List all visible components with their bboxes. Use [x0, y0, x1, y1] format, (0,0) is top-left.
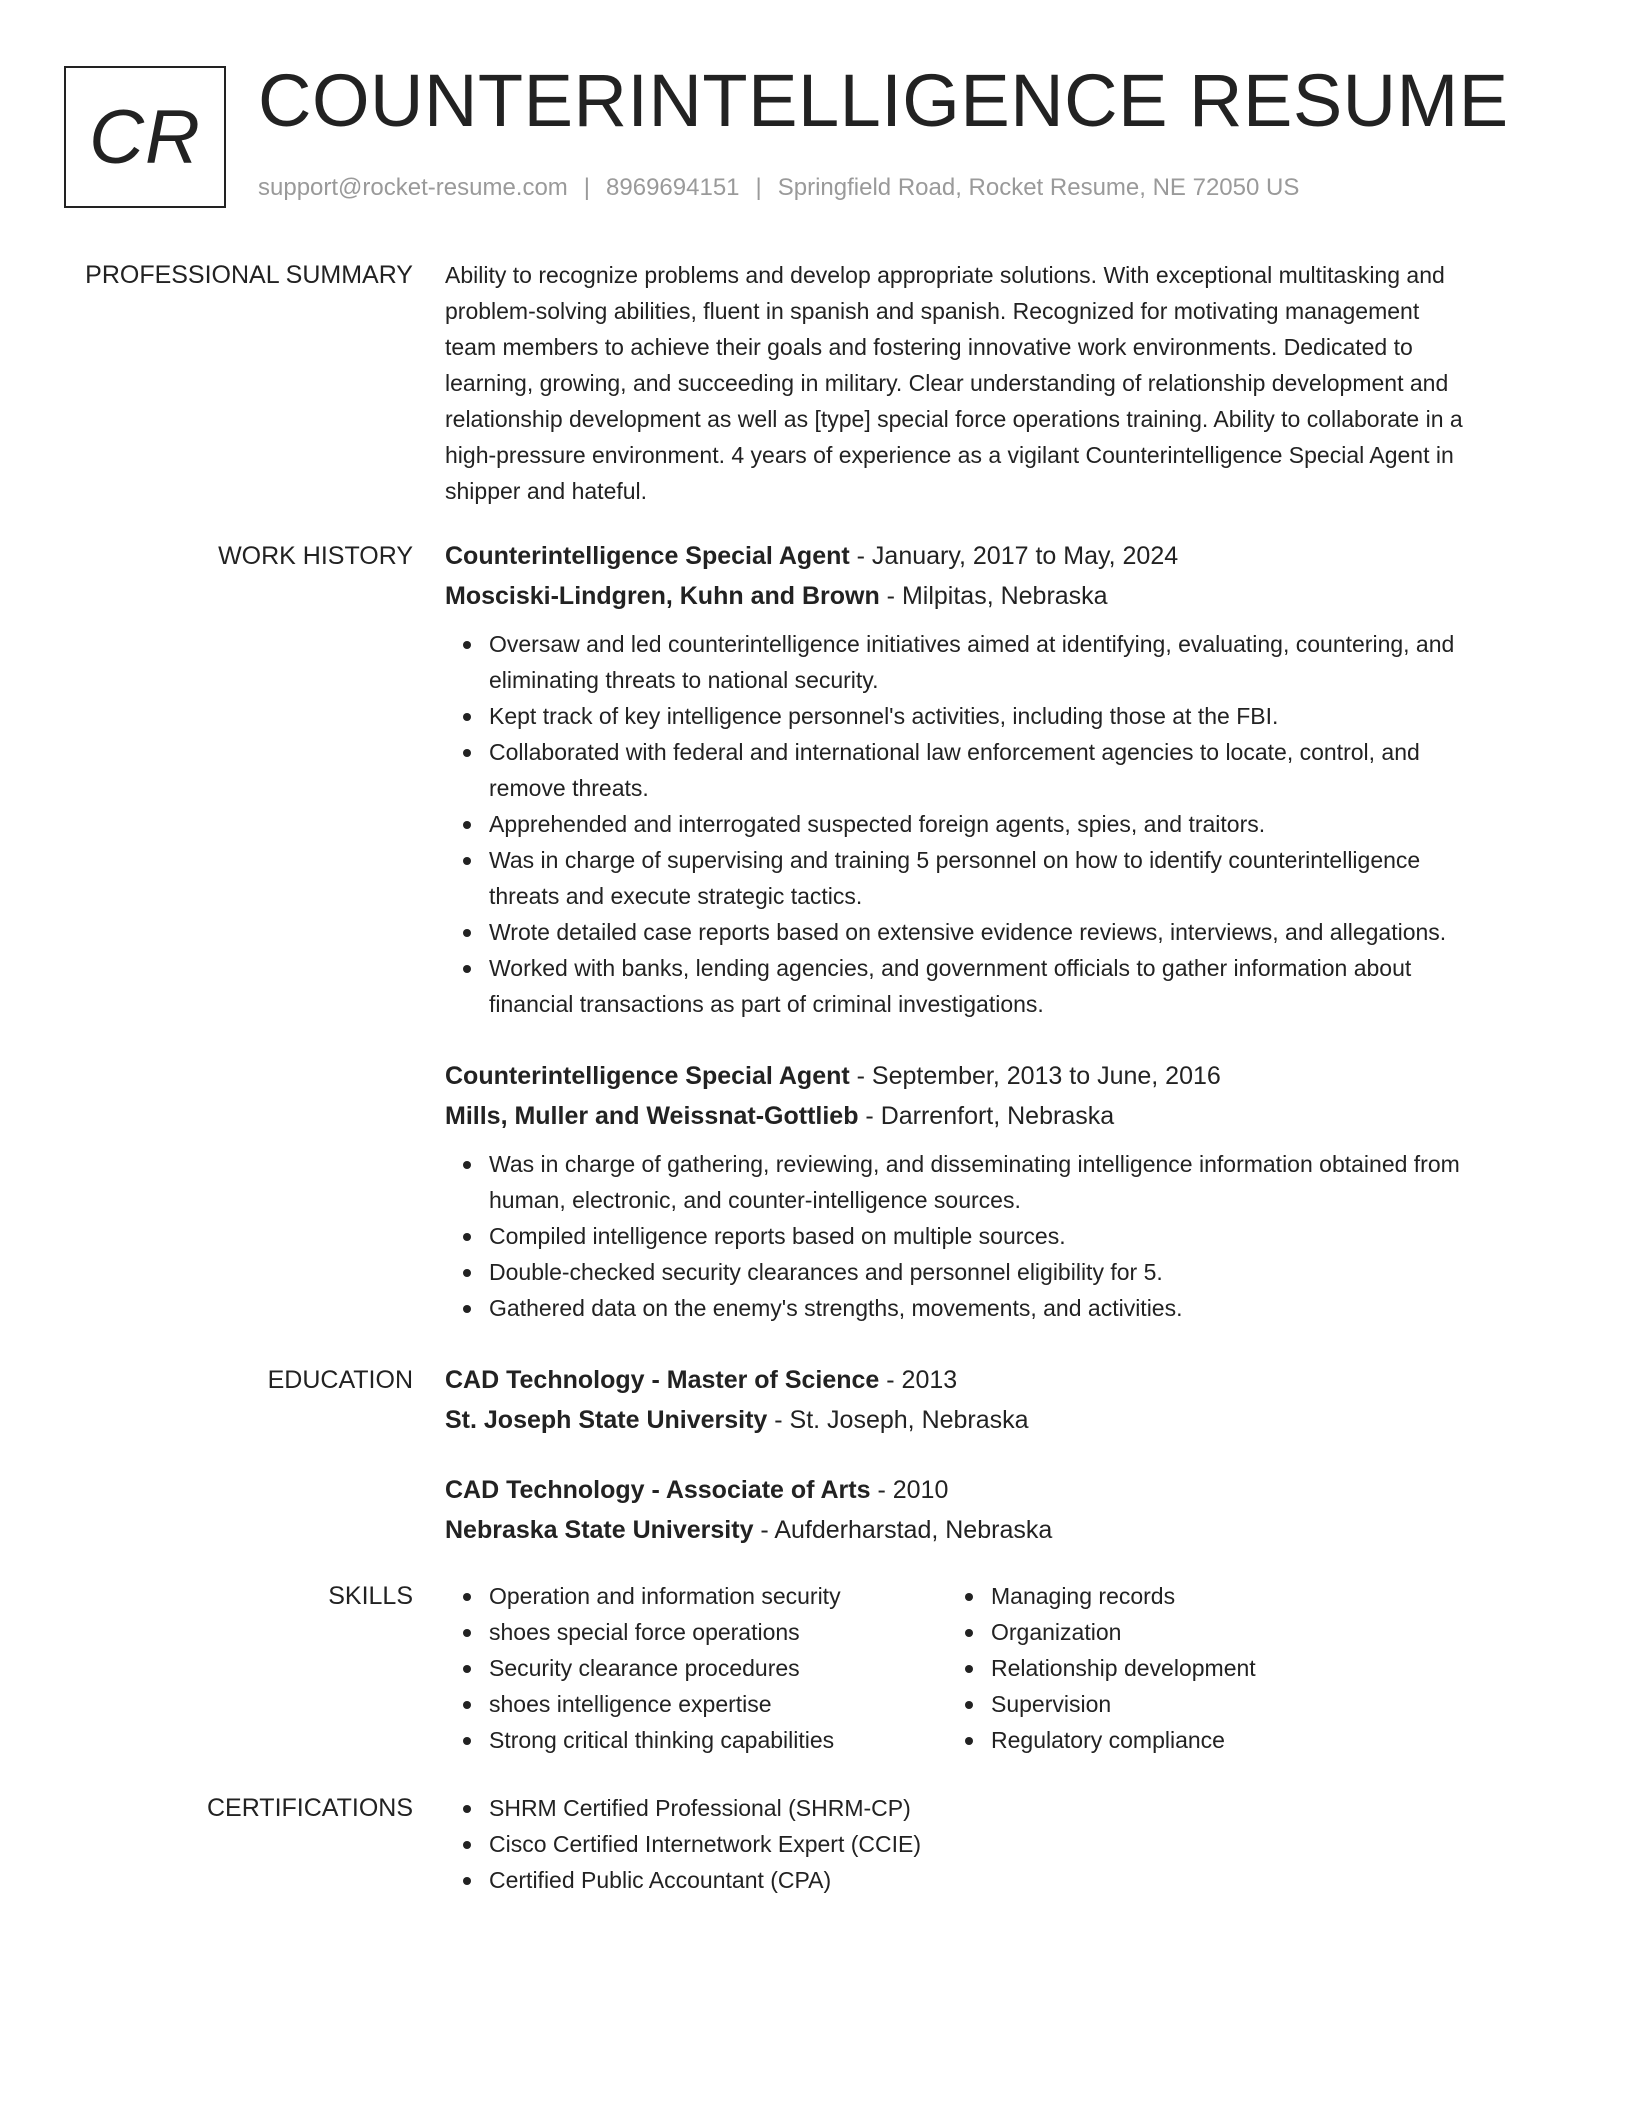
job-entry — [445, 1056, 1555, 1326]
list-item: Operation and information security — [489, 1578, 947, 1614]
list-item — [489, 950, 1555, 1022]
summary-body — [445, 257, 1555, 509]
list-item: Cisco Certified Internetwork Expert (CCIE) — [489, 1826, 1555, 1862]
certifications-body — [445, 1790, 1555, 1898]
job-company-line — [445, 576, 1555, 616]
summary-line: team members to achieve their goals and fostering innovative work environments. Dedicated to — [445, 334, 1413, 360]
education-body — [445, 1360, 1555, 1550]
list-item: shoes intelligence expertise — [489, 1686, 947, 1722]
list-item — [489, 914, 1555, 950]
monogram-initials: CR — [89, 94, 201, 180]
job-company-line — [445, 1096, 1555, 1136]
education-degree: CAD Technology - Associate of Arts — [445, 1476, 871, 1504]
list-item: Strong critical thinking capabilities — [489, 1722, 947, 1758]
list-item-line: financial transactions as part of criminal investigations. — [489, 991, 1044, 1017]
list-item — [489, 1254, 1555, 1290]
list-item-line: Apprehended and interrogated suspected foreign agents, spies, and traitors. — [489, 811, 1266, 837]
summary-line: problem-solving abilities, fluent in spanish and spanish. Recognized for motivating management — [445, 298, 1420, 324]
job-dates: - September, 2013 to June, 2016 — [849, 1062, 1221, 1090]
list-item-line: threats and execute strategic tactics. — [489, 883, 863, 909]
education-degree: CAD Technology - Master of Science — [445, 1366, 880, 1394]
education-year: - 2010 — [870, 1476, 949, 1504]
list-item-line: Was in charge of gathering, reviewing, and disseminating intelligence information obtained from — [489, 1151, 1460, 1177]
summary-line: high-pressure environment. 4 years of experience as a vigilant Counterintelligence Special Agent in — [445, 442, 1454, 468]
contact-separator: | — [583, 174, 591, 201]
list-item-line: eliminating threats to national security. — [489, 667, 879, 693]
list-item: Supervision — [991, 1686, 1447, 1722]
certifications-list — [445, 1790, 1555, 1898]
job-dates: - January, 2017 to May, 2024 — [849, 542, 1179, 570]
summary-text — [445, 257, 1555, 509]
education-school: St. Joseph State University — [445, 1406, 768, 1434]
job-title-line — [445, 1056, 1555, 1096]
job-location: - Milpitas, Nebraska — [879, 582, 1108, 610]
list-item-line: Worked with banks, lending agencies, and government officials to gather information about — [489, 955, 1412, 981]
summary-line: learning, growing, and succeeding in military. Clear understanding of relationship development and — [445, 370, 1449, 396]
contact-phone: 8969694151 — [606, 174, 740, 201]
list-item: Relationship development — [991, 1650, 1447, 1686]
list-item — [489, 806, 1555, 842]
contact-address: Springfield Road, Rocket Resume, NE 72050 US — [777, 174, 1300, 201]
job-company: Mills, Muller and Weissnat-Gottlieb — [445, 1102, 859, 1130]
list-item: shoes special force operations — [489, 1614, 947, 1650]
job-title: Counterintelligence Special Agent — [445, 1062, 850, 1090]
list-item-line: Gathered data on the enemy's strengths, movements, and activities. — [489, 1295, 1183, 1321]
job-title: Counterintelligence Special Agent — [445, 542, 850, 570]
summary-line: shipper and hateful. — [445, 478, 648, 504]
list-item-line: Collaborated with federal and international law enforcement agencies to locate, control, and — [489, 739, 1420, 765]
list-item — [489, 1218, 1555, 1254]
resume-title: COUNTERINTELLIGENCE RESUME — [258, 59, 1509, 142]
work-history-body — [445, 536, 1555, 1326]
education-location: - Aufderharstad, Nebraska — [753, 1516, 1053, 1544]
job-title-line — [445, 536, 1555, 576]
list-item: Certified Public Accountant (CPA) — [489, 1862, 1555, 1898]
education-entry — [445, 1470, 1555, 1550]
summary-line: relationship development as well as [type] special force operations training. Ability to collaborate in a — [445, 406, 1463, 432]
job-company: Mosciski-Lindgren, Kuhn and Brown — [445, 582, 880, 610]
list-item — [489, 842, 1555, 914]
section-label-certifications: CERTIFICATIONS — [206, 1794, 413, 1822]
contact-separator: | — [755, 174, 762, 201]
education-location: - St. Joseph, Nebraska — [767, 1406, 1029, 1434]
job-location: - Darrenfort, Nebraska — [858, 1102, 1115, 1130]
list-item: Regulatory compliance — [991, 1722, 1447, 1758]
list-item: Organization — [991, 1614, 1447, 1650]
education-school-line — [445, 1510, 1555, 1550]
education-school: Nebraska State University — [445, 1516, 754, 1544]
education-year: - 2013 — [879, 1366, 958, 1394]
education-degree-line — [445, 1360, 1555, 1400]
skills-list-left — [445, 1578, 947, 1758]
list-item-line: Kept track of key intelligence personnel's activities, including those at the FBI. — [489, 703, 1279, 729]
list-item — [489, 1146, 1555, 1218]
job-entry — [445, 536, 1555, 1022]
list-item-line: remove threats. — [489, 775, 649, 801]
education-degree-line — [445, 1470, 1555, 1510]
education-entry — [445, 1360, 1555, 1440]
list-item: Security clearance procedures — [489, 1650, 947, 1686]
list-item-line: Compiled intelligence reports based on multiple sources. — [489, 1223, 1066, 1249]
job-duties-list — [445, 626, 1555, 1022]
list-item — [489, 626, 1555, 698]
contact-email: support@rocket-resume.com — [258, 174, 568, 201]
skills-list-right — [947, 1578, 1447, 1758]
list-item — [489, 698, 1555, 734]
contact-line — [258, 174, 1299, 202]
list-item: Managing records — [991, 1578, 1447, 1614]
education-school-line — [445, 1400, 1555, 1440]
list-item-line: Double-checked security clearances and personnel eligibility for 5. — [489, 1259, 1163, 1285]
section-label-education: EDUCATION — [267, 1366, 413, 1394]
section-label-work-history: WORK HISTORY — [218, 542, 413, 570]
section-label-summary: PROFESSIONAL SUMMARY — [85, 261, 413, 289]
skills-body — [445, 1578, 1555, 1758]
monogram-box — [64, 66, 226, 208]
list-item-line: Oversaw and led counterintelligence initiatives aimed at identifying, evaluating, countering, and — [489, 631, 1455, 657]
list-item — [489, 1290, 1555, 1326]
section-label-skills: SKILLS — [328, 1582, 413, 1610]
list-item-line: human, electronic, and counter-intelligence sources. — [489, 1187, 1021, 1213]
job-duties-list — [445, 1146, 1555, 1326]
list-item: SHRM Certified Professional (SHRM-CP) — [489, 1790, 1555, 1826]
list-item — [489, 734, 1555, 806]
list-item-line: Wrote detailed case reports based on extensive evidence reviews, interviews, and allegations. — [489, 919, 1447, 945]
list-item-line: Was in charge of supervising and training 5 personnel on how to identify counterintelligence — [489, 847, 1421, 873]
summary-line: Ability to recognize problems and develop appropriate solutions. With exceptional multitasking and — [445, 262, 1445, 288]
